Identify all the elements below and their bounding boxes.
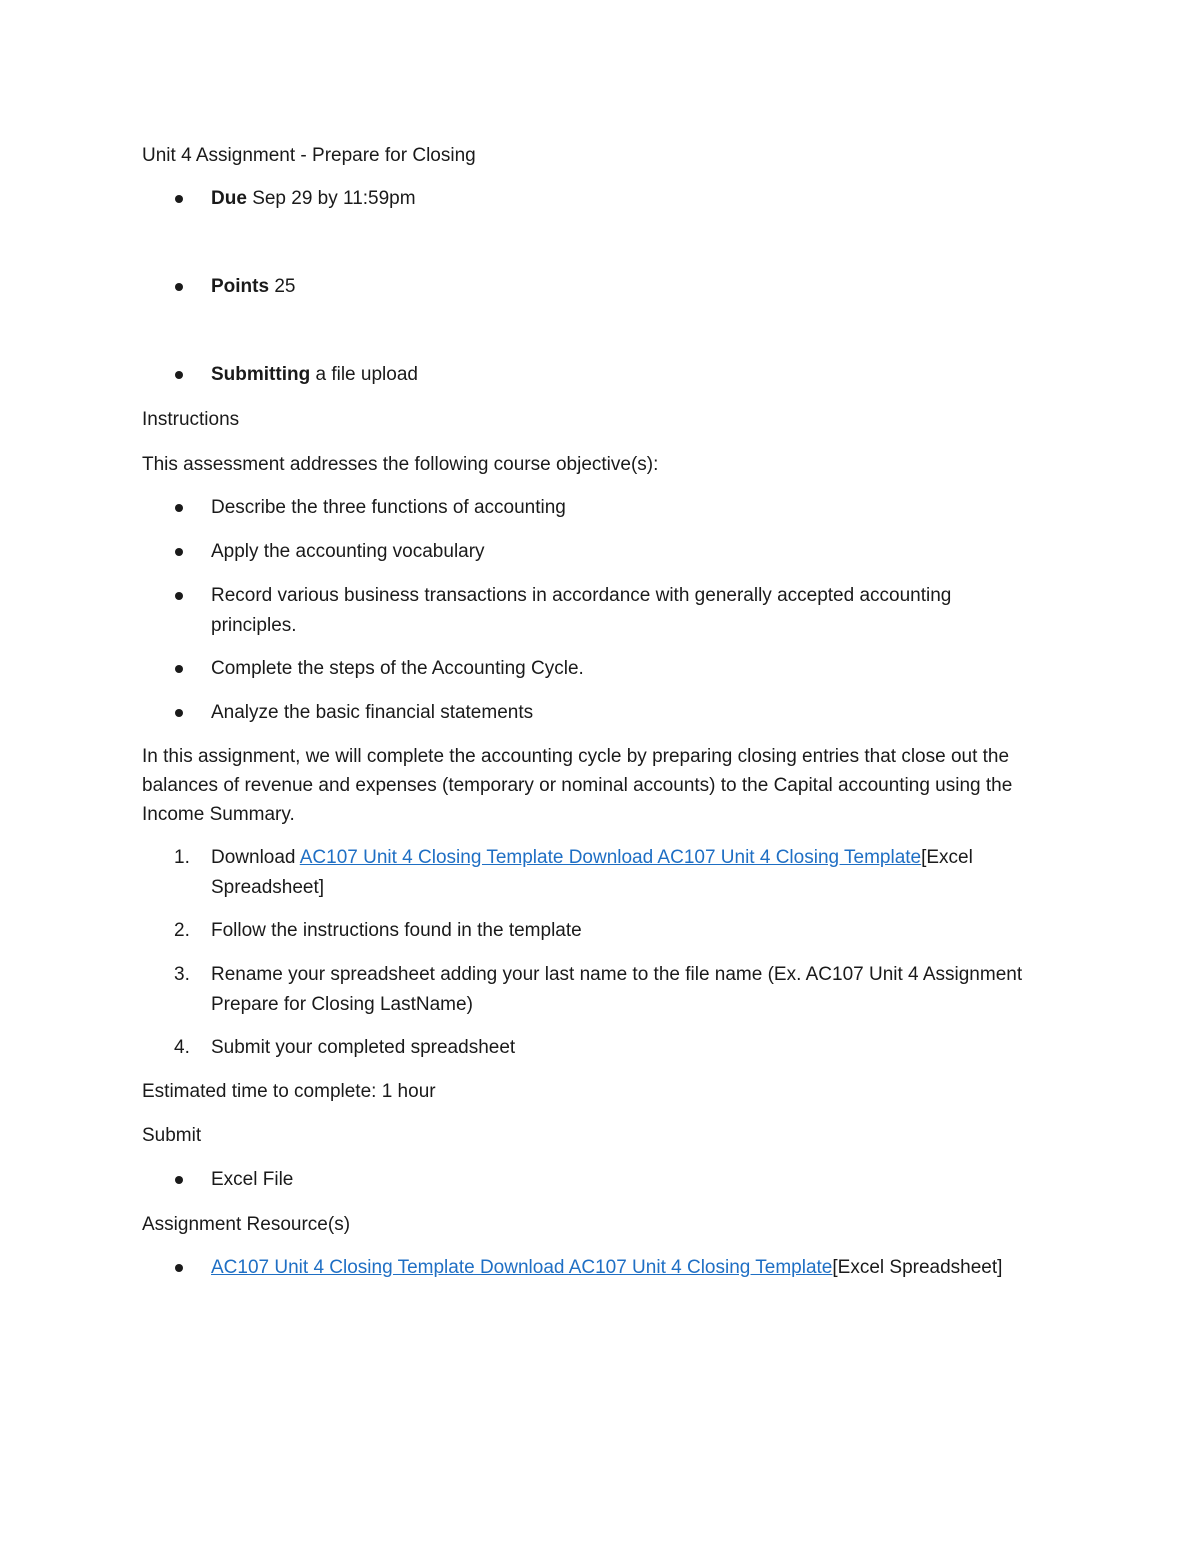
step-suffix: [Excel Spreadsheet] xyxy=(211,847,973,898)
objective-item: Complete the steps of the Accounting Cycle. xyxy=(211,658,584,679)
bullet-icon xyxy=(174,1168,186,1192)
resource-item xyxy=(211,1253,1111,1283)
objective-item: Record various business transactions in accordance with generally accepted accounting principles. xyxy=(211,585,952,636)
document-title: Unit 4 Assignment - Prepare for Closing xyxy=(142,145,476,166)
assignment-paragraph: In this assignment, we will complete the accounting cycle by preparing closing entries that close out the balances of revenue and expenses (temporary or nominal accounts) to the Capital accounting using the Income Summary. xyxy=(142,746,1013,825)
step-number: 3. xyxy=(174,964,190,985)
bullet-icon xyxy=(174,657,186,681)
points-meta xyxy=(211,272,1071,302)
objective-item: Describe the three functions of accounting xyxy=(211,497,566,518)
step-number: 1. xyxy=(174,847,190,868)
step-item: Submit your completed spreadsheet xyxy=(211,1037,516,1058)
resource-template-link[interactable]: AC107 Unit 4 Closing Template Download AC107 Unit 4 Closing Template xyxy=(211,1257,833,1278)
bullet-icon xyxy=(174,187,186,211)
step-prefix: Download xyxy=(211,847,300,868)
submitting-value: a file upload xyxy=(315,364,418,385)
due-meta xyxy=(211,184,1071,214)
submit-heading: Submit xyxy=(142,1125,202,1146)
instructions-heading: Instructions xyxy=(142,409,240,430)
submitting-meta xyxy=(211,360,1071,390)
objective-item: Analyze the basic financial statements xyxy=(211,702,534,723)
closing-template-link[interactable]: AC107 Unit 4 Closing Template Download AC107 Unit 4 Closing Template xyxy=(299,847,922,868)
estimated-time: Estimated time to complete: 1 hour xyxy=(142,1081,436,1102)
bullet-icon xyxy=(174,496,186,520)
step-number: 2. xyxy=(174,920,190,941)
points-value: 25 xyxy=(274,276,296,297)
due-label: Due xyxy=(211,188,247,209)
bullet-icon xyxy=(174,584,186,608)
bullet-icon xyxy=(174,540,186,564)
objective-item: Apply the accounting vocabulary xyxy=(211,541,485,562)
step-item: Rename your spreadsheet adding your last name to the file name (Ex. AC107 Unit 4 Assignment Prepare for Closing LastName) xyxy=(211,964,1023,1015)
step-item xyxy=(211,843,1011,903)
bullet-icon xyxy=(174,1256,186,1280)
objectives-intro: This assessment addresses the following course objective(s): xyxy=(142,454,659,475)
submit-item: Excel File xyxy=(211,1169,294,1190)
bullet-icon xyxy=(174,363,186,387)
resources-heading: Assignment Resource(s) xyxy=(142,1214,351,1235)
bullet-icon xyxy=(174,275,186,299)
submitting-label: Submitting xyxy=(211,364,311,385)
bullet-icon xyxy=(174,701,186,725)
step-item: Follow the instructions found in the template xyxy=(211,920,582,941)
points-label: Points xyxy=(211,276,270,297)
due-value: Sep 29 by 11:59pm xyxy=(252,188,416,209)
resource-suffix: [Excel Spreadsheet] xyxy=(832,1257,1003,1278)
step-number: 4. xyxy=(174,1037,190,1058)
